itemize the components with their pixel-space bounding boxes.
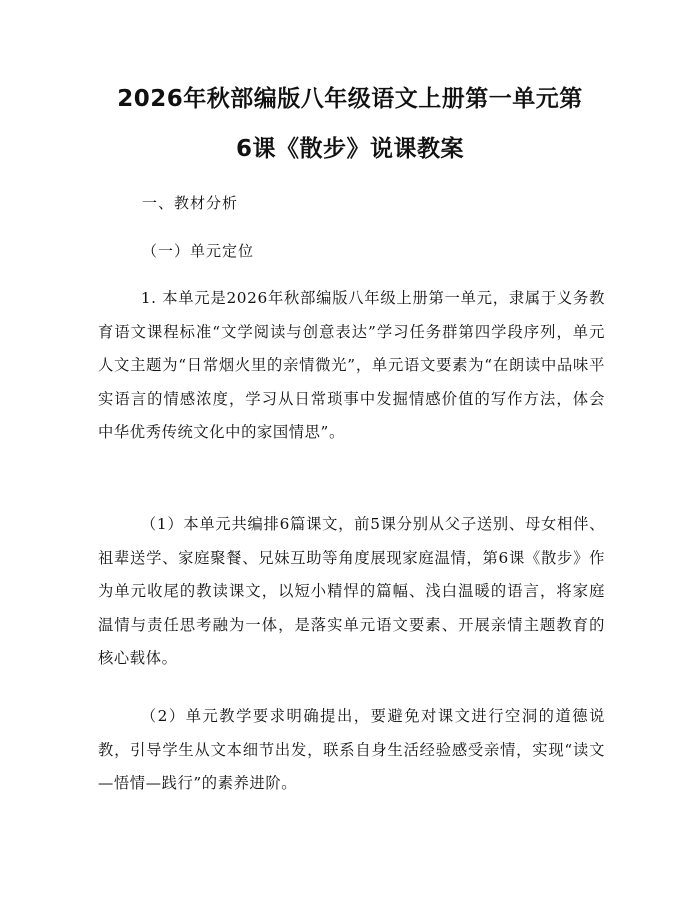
paragraph-3: （2）单元教学要求明确提出，要避免对课文进行空洞的道德说教，引导学生从文本细节出发，联系自身生活经验感受亲情，实现“读文—悟情—践行”的素养进阶。 [98,707,605,792]
paragraph-2: （1）本单元共编排6篇课文，前5课分别从父子送别、母女相伴、祖辈送学、家庭聚餐、兄妹互助等角度展现家庭温情，第6课《散步》作为单元收尾的教读课文，以短小精悍的篇幅、浅白温暖的语言，将家庭温情与责任思考融为一体，是落实单元语文要素、开展亲情主题教育的核心载体。 [98,515,605,667]
subsection-heading: （一）单元定位 [142,242,255,260]
section-heading: 一、教材分析 [142,194,239,212]
document-title-line-1: 2026年秋部编版八年级语文上册第一单元第 [117,86,583,112]
document-title-line-2: 6课《散步》说课教案 [235,136,464,162]
paragraph-1: 1. 本单元是2026年秋部编版八年级上册第一单元，隶属于义务教育语文课程标准“文学阅读与创意表达”学习任务群第四学段序列，单元人文主题为“日常烟火里的亲情微光”，单元语文要素为“在朗读中品味平实语言的情感浓度，学习从日常琐事中发掘情感价值的写作方法，体会中华优秀传统文化中的家国情思”。 [98,289,605,441]
